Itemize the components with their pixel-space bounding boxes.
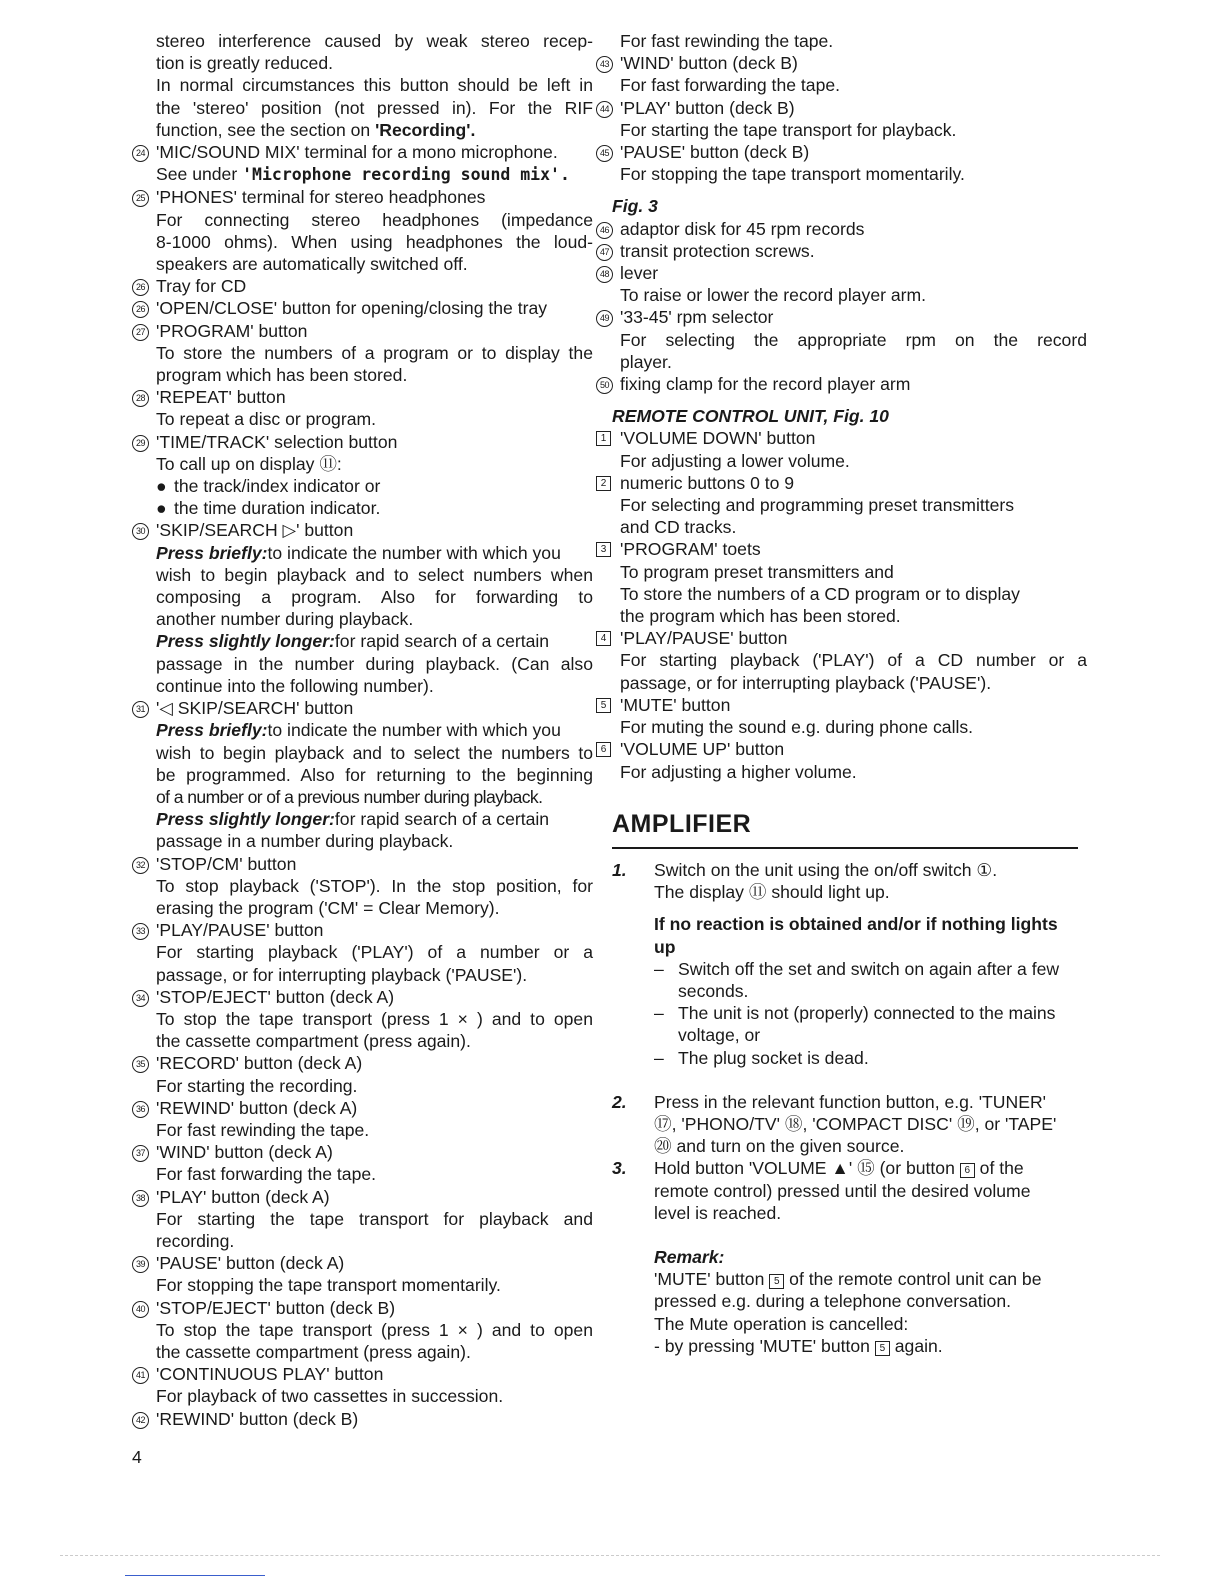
item-text: For connecting stereo headphones (impedance xyxy=(156,209,593,230)
item-text: To call up on display ⑪: xyxy=(156,453,342,474)
item-43 xyxy=(599,52,1087,96)
item-number: 26 xyxy=(132,279,149,296)
item-number: 24 xyxy=(132,145,149,162)
remote-button-ref: 6 xyxy=(960,1163,975,1178)
item-number: 47 xyxy=(596,244,613,261)
remote-number: 1 xyxy=(596,431,611,446)
bullet-icon: ● xyxy=(156,476,167,497)
item-text: For adjusting a lower volume. xyxy=(620,450,850,471)
step-1 xyxy=(612,859,1087,1069)
item-number: 30 xyxy=(132,523,149,540)
item-text: wish to begin playback and to select the numbers to xyxy=(156,742,593,763)
dash-item xyxy=(654,1047,1087,1069)
item-number: 44 xyxy=(596,101,613,118)
item-text: 8-1000 ohms). When using headphones the loud- xyxy=(156,231,593,252)
remote-item-2 xyxy=(600,472,1087,539)
item-47 xyxy=(599,240,1087,262)
item-38 xyxy=(135,1186,593,1253)
item-text: lever xyxy=(620,263,659,284)
item-text: ⑳ and turn on the given source. xyxy=(654,1136,905,1157)
bullet-text: the track/index indicator or xyxy=(174,476,381,497)
item-number: 36 xyxy=(132,1101,149,1118)
item-text: To stop playback ('STOP'). In the stop position, for xyxy=(156,875,593,896)
item-text: 'REPEAT' button xyxy=(156,387,286,408)
item-text: the program which has been stored. xyxy=(620,606,901,627)
item-36 xyxy=(135,1097,593,1141)
item-text: to indicate the number with which you xyxy=(267,720,561,741)
item-44 xyxy=(599,97,1087,141)
item-number: 42 xyxy=(132,1412,149,1429)
item-text: Hold button 'VOLUME ▲' ⑮ (or button xyxy=(654,1158,955,1179)
step-number: 3. xyxy=(612,1158,627,1179)
item-text: 'STOP/EJECT' button (deck B) xyxy=(156,1297,396,1318)
scan-artifact xyxy=(60,1555,1160,1557)
item-33 xyxy=(135,919,593,986)
item-number: 33 xyxy=(132,923,149,940)
item-text: passage in a number during playback. xyxy=(156,831,454,852)
step-2 xyxy=(612,1091,1087,1158)
item-text: ⑰, 'PHONO/TV' ⑱, 'COMPACT DISC' ⑲, or 'TAPE' xyxy=(654,1113,1057,1134)
item-text: 'PLAY' button (deck B) xyxy=(620,97,795,118)
item-40 xyxy=(135,1297,593,1364)
item-text: 'STOP/CM' button xyxy=(156,853,297,874)
step-3 xyxy=(612,1157,1087,1224)
item-text: 'PLAY/PAUSE' button xyxy=(156,920,324,941)
item-text: For fast rewinding the tape. xyxy=(156,1119,370,1140)
item-text: again. xyxy=(889,1335,943,1356)
item-text: For muting the sound e.g. during phone calls. xyxy=(620,717,974,738)
item-number: 37 xyxy=(132,1145,149,1162)
item-41 xyxy=(135,1363,593,1407)
item-24 xyxy=(135,141,593,186)
item-number: 25 xyxy=(132,190,149,207)
item-text: To stop the tape transport (press 1 × ) and to open xyxy=(156,1319,593,1340)
item-text: the cassette compartment (press again). xyxy=(156,1341,471,1362)
item-text: 'STOP/EJECT' button (deck A) xyxy=(156,986,395,1007)
item-text: passage, or for interrupting playback ('PAUSE'). xyxy=(156,964,528,985)
item-number: 45 xyxy=(596,145,613,162)
remark xyxy=(612,1246,1087,1357)
right-column xyxy=(599,30,1087,1357)
item-emphasis: Press slightly longer: xyxy=(156,631,335,652)
item-text: 'REWIND' button (deck A) xyxy=(156,1097,358,1118)
item-text: adaptor disk for 45 rpm records xyxy=(620,218,865,239)
remote-item-4 xyxy=(600,627,1087,694)
item-text: and CD tracks. xyxy=(620,517,737,538)
amplifier-heading: AMPLIFIER xyxy=(612,813,1078,849)
item-text: 'RECORD' button (deck A) xyxy=(156,1053,363,1074)
item-text: '33-45' rpm selector xyxy=(620,307,774,328)
remote-item-1 xyxy=(600,427,1087,471)
item-text: For stopping the tape transport momentarily. xyxy=(156,1275,501,1296)
item-text: To raise or lower the record player arm. xyxy=(620,285,927,306)
item-text: 'SKIP/SEARCH ▷' button xyxy=(156,520,354,541)
item-text: 'WIND' button (deck A) xyxy=(156,1142,333,1163)
item-text: For fast forwarding the tape. xyxy=(156,1164,377,1185)
remote-number: 4 xyxy=(596,631,611,646)
item-text: – The unit is not (properly) connected to the mains xyxy=(678,1003,1056,1024)
item-text: 'MUTE' button xyxy=(654,1269,765,1290)
item-number: 29 xyxy=(132,435,149,452)
item-text: of the remote control unit can be xyxy=(784,1269,1042,1290)
remote-heading: REMOTE CONTROL UNIT, Fig. 10 xyxy=(612,406,889,427)
item-number: 31 xyxy=(132,701,149,718)
item-number: 35 xyxy=(132,1056,149,1073)
item-text: For starting playback ('PLAY') of a number or a xyxy=(156,942,593,963)
item-text: be programmed. Also for returning to the beginning xyxy=(156,764,593,785)
item-text: For playback of two cassettes in succession. xyxy=(156,1386,504,1407)
item-number: 43 xyxy=(596,56,613,73)
item-text: – Switch off the set and switch on again after a few xyxy=(678,958,1060,979)
item-50 xyxy=(599,373,1087,395)
item-text: of a number or of a previous number during playback. xyxy=(156,786,543,807)
item-32 xyxy=(135,853,593,920)
item-text: voltage, or xyxy=(678,1025,761,1046)
item-39 xyxy=(135,1252,593,1296)
item-31 xyxy=(135,697,593,852)
item-text: To store the numbers of a CD program or to display xyxy=(620,583,1020,604)
item-35 xyxy=(135,1052,593,1096)
item-text: Press in the relevant function button, e.g. 'TUNER' xyxy=(654,1091,1047,1112)
item-text: '◁ SKIP/SEARCH' button xyxy=(156,698,354,719)
item-25 xyxy=(135,186,593,275)
item-number: 26 xyxy=(132,301,149,318)
item-48 xyxy=(599,262,1087,306)
item-text: passage, or for interrupting playback ('PAUSE'). xyxy=(620,672,992,693)
item-46 xyxy=(599,218,1087,240)
item-text: For fast forwarding the tape. xyxy=(620,75,841,96)
bullet-text: the time duration indicator. xyxy=(174,498,381,519)
item-text: for rapid search of a certain xyxy=(334,809,550,830)
item-text: – The plug socket is dead. xyxy=(678,1047,869,1068)
intro-line: the 'stereo' position (not pressed in). For the RIF xyxy=(156,97,593,118)
item-text: pressed e.g. during a telephone conversation. xyxy=(654,1291,1012,1312)
item-text: The Mute operation is cancelled: xyxy=(654,1313,909,1334)
item-text: Tray for CD xyxy=(156,276,247,297)
intro-line: In normal circumstances this button should be left in xyxy=(156,75,593,96)
remark-heading: Remark: xyxy=(654,1246,725,1267)
intro-bold: 'Recording'. xyxy=(375,119,476,140)
item-number: 48 xyxy=(596,266,613,283)
no-reaction-heading: up xyxy=(654,936,676,957)
item-34 xyxy=(135,986,593,1053)
item-number: 41 xyxy=(132,1367,149,1384)
item-emphasis: Press briefly: xyxy=(156,720,268,741)
item-text: For starting the tape transport for playback and xyxy=(156,1208,593,1229)
item-26 xyxy=(135,275,593,297)
item-number: 50 xyxy=(596,377,613,394)
item-text: composing a program. Also for forwarding to xyxy=(156,587,593,608)
item-text: See under xyxy=(156,164,243,185)
item-text: For starting playback ('PLAY') of a CD number or a xyxy=(620,650,1087,671)
item-text: to indicate the number with which you xyxy=(267,542,561,563)
item-text: 'PROGRAM' button xyxy=(156,320,308,341)
remote-item-5 xyxy=(600,694,1087,738)
item-number: 32 xyxy=(132,857,149,874)
fig3-heading: Fig. 3 xyxy=(612,196,658,217)
item-number: 46 xyxy=(596,222,613,239)
item-number: 40 xyxy=(132,1301,149,1318)
item-number: 34 xyxy=(132,990,149,1007)
item-text: For starting the tape transport for playback. xyxy=(620,119,957,140)
item-text: fixing clamp for the record player arm xyxy=(620,374,911,395)
item-text: For fast rewinding the tape. xyxy=(620,31,834,51)
item-30 xyxy=(135,519,593,697)
item-number: 28 xyxy=(132,390,149,407)
item-text: For selecting the appropriate rpm on the record xyxy=(620,329,1087,350)
remote-number: 5 xyxy=(596,698,611,713)
item-emphasis: Press slightly longer: xyxy=(156,809,335,830)
item-text: speakers are automatically switched off. xyxy=(156,254,468,275)
item-emphasis: Press briefly: xyxy=(156,542,268,563)
item-text: player. xyxy=(620,351,672,372)
item-text: remote control) pressed until the desired volume xyxy=(654,1180,1031,1201)
intro-line: stereo interference caused by weak stereo recep- xyxy=(156,31,593,51)
page-number: 4 xyxy=(132,1447,142,1467)
item-text: 'VOLUME DOWN' button xyxy=(620,428,816,449)
remote-item-3 xyxy=(600,538,1087,627)
intro-line: function, see the section on xyxy=(156,119,376,140)
item-number: 27 xyxy=(132,324,149,341)
remote-number: 2 xyxy=(596,476,611,491)
item-text: wish to begin playback and to select numbers when xyxy=(156,564,593,585)
scan-artifact xyxy=(125,1575,265,1576)
item-text: For selecting and programming preset transmitters xyxy=(620,495,1015,516)
item-text: For starting the recording. xyxy=(156,1075,358,1096)
item-text: 'MIC/SOUND MIX' terminal for a mono microphone. xyxy=(156,142,558,163)
item-text: another number during playback. xyxy=(156,609,414,630)
item-37 xyxy=(135,1141,593,1185)
remote-number: 3 xyxy=(596,542,611,557)
remote-item-6 xyxy=(600,738,1087,782)
item-text: program which has been stored. xyxy=(156,365,408,386)
remote-button-ref: 5 xyxy=(875,1341,890,1356)
item-text: To repeat a disc or program. xyxy=(156,409,377,430)
item-number: 49 xyxy=(596,310,613,327)
remote-number: 6 xyxy=(596,742,611,757)
item-text: 'PROGRAM' toets xyxy=(620,539,761,560)
item-text: erasing the program ('CM' = Clear Memory). xyxy=(156,897,500,918)
item-42 xyxy=(135,1408,593,1430)
item-text: numeric buttons 0 to 9 xyxy=(620,472,795,493)
item-text: the cassette compartment (press again). xyxy=(156,1031,471,1052)
item-text: 'OPEN/CLOSE' button for opening/closing the tray xyxy=(156,298,548,319)
item-text: 'PLAY/PAUSE' button xyxy=(620,628,788,649)
item-text: 'VOLUME UP' button xyxy=(620,739,785,760)
item-text: 'CONTINUOUS PLAY' button xyxy=(156,1364,384,1385)
item-text: 'PAUSE' button (deck B) xyxy=(620,142,810,163)
item-text: To program preset transmitters and xyxy=(620,561,894,582)
item-text: transit protection screws. xyxy=(620,240,815,261)
dash-item xyxy=(654,1002,1087,1046)
step-number: 1. xyxy=(612,859,627,880)
item-text: continue into the following number). xyxy=(156,675,434,696)
item-45 xyxy=(599,141,1087,185)
item-text: recording. xyxy=(156,1230,235,1251)
item-28 xyxy=(135,386,593,430)
item-text: 'REWIND' button (deck B) xyxy=(156,1408,359,1429)
step-number: 2. xyxy=(612,1091,627,1112)
item-emphasis: 'Microphone recording sound mix'. xyxy=(242,165,570,185)
item-text: for rapid search of a certain xyxy=(334,631,550,652)
item-text: To store the numbers of a program or to display the xyxy=(156,342,593,363)
item-text: seconds. xyxy=(678,980,749,1001)
left-column xyxy=(135,30,593,1430)
item-text: of the xyxy=(974,1158,1024,1179)
item-text: Switch on the unit using the on/off switch ①. xyxy=(654,859,998,880)
no-reaction-heading: If no reaction is obtained and/or if nothing lights xyxy=(654,914,1058,935)
dash-item xyxy=(654,958,1087,1002)
item-number: 38 xyxy=(132,1190,149,1207)
item-49 xyxy=(599,306,1087,373)
item-text: 'PLAY' button (deck A) xyxy=(156,1186,330,1207)
item-26b xyxy=(135,297,593,319)
item-text: For stopping the tape transport momentarily. xyxy=(620,164,965,185)
item-29 xyxy=(135,431,593,520)
item-27 xyxy=(135,320,593,387)
item-text: passage in the number during playback. (Can also xyxy=(156,653,593,674)
remote-button-ref: 5 xyxy=(769,1274,784,1289)
item-number: 39 xyxy=(132,1256,149,1273)
item-text: For adjusting a higher volume. xyxy=(620,761,857,782)
item-text: - by pressing 'MUTE' button xyxy=(654,1335,870,1356)
item-text: To stop the tape transport (press 1 × ) and to open xyxy=(156,1008,593,1029)
item-text: 'WIND' button (deck B) xyxy=(620,53,798,74)
intro-line: tion is greatly reduced. xyxy=(156,53,334,74)
item-text: The display ⑪ should light up. xyxy=(654,882,890,903)
item-text: 'PAUSE' button (deck A) xyxy=(156,1253,345,1274)
item-text: 'PHONES' terminal for stereo headphones xyxy=(156,187,486,208)
item-text: 'TIME/TRACK' selection button xyxy=(156,431,398,452)
bullet-icon: ● xyxy=(156,498,167,519)
item-text: 'MUTE' button xyxy=(620,694,731,715)
item-text: level is reached. xyxy=(654,1202,782,1223)
